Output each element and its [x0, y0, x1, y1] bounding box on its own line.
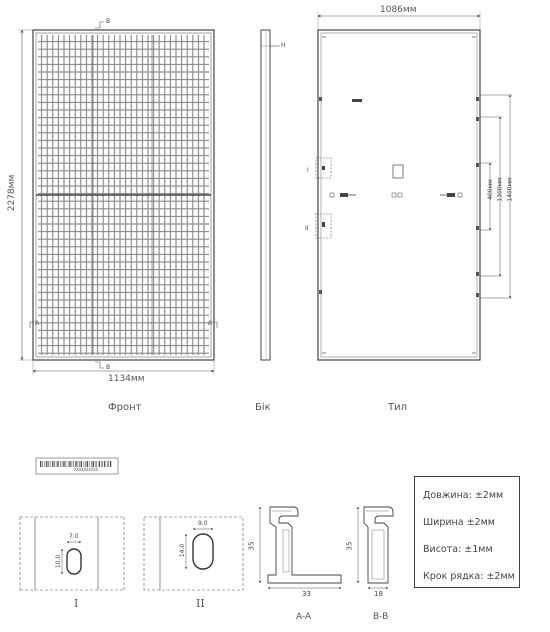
front-height-label: 2278мм	[7, 174, 18, 212]
detail-1-width: 7.0	[69, 533, 79, 540]
tolerance-box	[414, 476, 520, 588]
profile-bb	[358, 507, 393, 588]
barcode-label	[36, 458, 118, 474]
profile-aa-height: 35	[247, 541, 256, 551]
detail-1-height: 10.0	[55, 554, 63, 569]
section-b-bottom: B	[106, 364, 111, 371]
front-view	[18, 22, 217, 375]
side-view	[261, 30, 280, 360]
profile-aa-width: 33	[302, 590, 311, 598]
detail-1-view	[20, 517, 124, 590]
tolerance-row-pitch: Крок рядка: ±2мм	[423, 571, 515, 582]
tolerance-length: Довжина: ±2мм	[423, 490, 504, 501]
detail-1-caption: I	[74, 597, 79, 610]
back-view	[316, 12, 512, 360]
section-b-top: B	[106, 18, 111, 25]
profile-bb-caption: B-B	[373, 612, 389, 622]
back-width-label: 1086мм	[380, 5, 417, 15]
detail-2-view	[144, 517, 243, 590]
side-frame	[261, 30, 270, 360]
side-h-marker: H	[281, 42, 286, 49]
back-spacing-label-3: 1400мм	[506, 177, 514, 202]
front-view-label: Фронт	[108, 402, 142, 413]
profile-bb-height: 35	[345, 541, 354, 551]
detail-2-width: 9.0	[198, 520, 208, 527]
profile-aa-caption: A-A	[296, 612, 312, 622]
cable-connector-left	[330, 193, 356, 197]
side-view-label: Бік	[255, 402, 271, 413]
detail-2-marker: II	[305, 225, 309, 232]
section-a-left: A	[35, 320, 40, 327]
section-a-right: A	[208, 320, 213, 327]
cable-connector-right	[440, 193, 462, 197]
detail-2-caption: II	[196, 597, 205, 610]
tolerance-width: Ширина ±2мм	[423, 517, 495, 528]
back-view-label: Тил	[388, 402, 407, 413]
junction-box	[393, 165, 403, 178]
detail-2-height: 14.0	[179, 543, 187, 558]
detail-1-slot	[67, 549, 81, 574]
back-spacing-label-1: 400мм	[486, 179, 494, 200]
detail-1-marker: I	[307, 167, 309, 174]
front-width-label: 1134мм	[108, 374, 145, 384]
detail-2-slot	[193, 534, 213, 569]
junction-outputs	[392, 193, 402, 197]
profile-bb-width: 18	[374, 590, 383, 598]
profile-aa	[260, 507, 341, 588]
svg-text:XXXXXXXXXX: XXXXXXXXXX	[74, 467, 99, 472]
tolerance-height: Висота: ±1мм	[423, 544, 493, 555]
back-label-plate	[352, 99, 362, 102]
back-spacing-label-2: 1300мм	[496, 177, 504, 202]
